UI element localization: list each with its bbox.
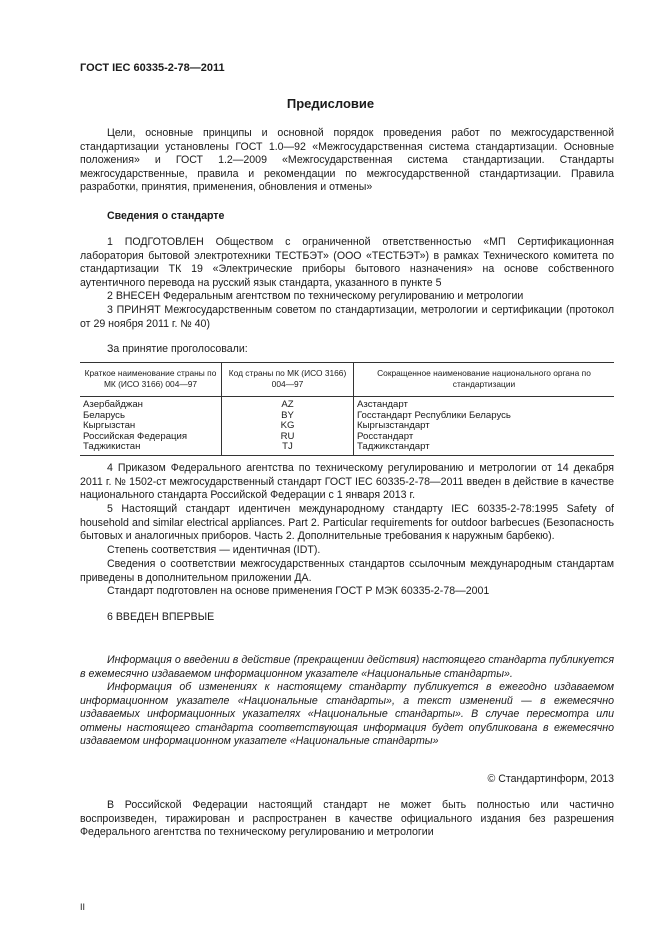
table-header-row [80,363,614,397]
cell-country: Кыргызстан [83,420,136,432]
item-5-identical: 5 Настоящий стандарт идентичен международному стандарту IEC 60335-2-78:1995 Safety of household and similar electrical appliances. Part 2. Particular requirements for outdoor barbecues (Безопасность бытовых и аналогичных приборов. Часть 2. Дополнительные требования к наружным барбекю). [80,503,614,543]
notice-paragraph-2: Информация об изменениях к настоящему стандарту публикуется в ежегодно издаваемом информационном указателе «Национальные стандарты», а текст изменений — в ежемесячно издаваемых информационных указателях «Национальные стандарты». В случае пересмотра или отмены настоящего стандарта соответствующая информация будет опубликована в ежемесячно издаваемом информационном указателе «Национальные стандарты» [80,681,614,748]
notice-paragraph-1: Информация о введении в действие (прекращении действия) настоящего стандарта публикуется в ежемесячно издаваемом информационном указателе «Национальные стандарты». [80,654,614,680]
rights-paragraph: В Российской Федерации настоящий стандарт не может быть полностью или частично воспроизведен, тиражирован и распространен в качестве официального издания без разрешения Федерального агентства по техническому регулированию и метрологии [80,799,614,839]
page-number: II [80,902,86,912]
table-row [80,411,614,422]
cell-code: BY [222,411,354,422]
page-title: Предисловие [286,96,375,111]
table-row [80,432,614,443]
cell-code: AZ [222,397,354,411]
document-code-header: ГОСТ IEC 60335-2-78—2011 [80,62,225,74]
item-6-introduced-first: 6 ВВЕДЕН ВПЕРВЫЕ [107,611,215,623]
copyright-line: © Стандартинформ, 2013 [487,773,614,785]
cell-country: Таджикистан [80,442,222,455]
column-header-code: Код страны по МК (ИСО 3166) 004—97 [222,363,354,397]
cell-agency: Кыргызстандарт [354,421,615,432]
item-5-degree: Степень соответствия — идентичная (IDT). [107,544,321,556]
table-row [80,397,614,411]
cell-code: TJ [222,442,354,455]
vote-label: За принятие проголосовали: [107,343,248,355]
about-standard-heading: Сведения о стандарте [107,210,225,222]
item-4-order: 4 Приказом Федерального агентства по техническому регулированию и метрологии от 14 декабря 2011 г. № 1502-ст межгосударственный стандарт ГОСТ IEC 60335-2-78—2011 введен в действие в качестве национального стандарта Российской Федерации с 1 января 2013 г. [80,462,614,502]
cell-agency: Таджикстандарт [354,442,615,455]
cell-country: Российская Федерация [83,430,188,442]
cell-country: Беларусь [83,409,125,421]
voting-table [80,362,614,456]
cell-agency: Госстандарт Республики Беларусь [354,411,615,422]
cell-agency: Росстандарт [354,432,615,443]
item-2-introduced: 2 ВНЕСЕН Федеральным агентством по техническому регулированию и метрологии [107,290,524,302]
cell-agency: Азстандарт [354,397,615,411]
item-1-prepared: 1 ПОДГОТОВЛЕН Обществом с ограниченной ответственностью «МП Сертификационная лаборатория бытовой электротехники ТЕСТБЭТ» (ООО «ТЕСТБЭТ») в рамках Технического комитета по стандартизации ТК 19 «Электрические приборы бытового назначения» на основе собственного аутентичного перевода на русский язык стандарта, указанного в пункте 5 [80,236,614,289]
item-5-basis: Стандарт подготовлен на основе применения ГОСТ Р МЭК 60335-2-78—2001 [107,585,490,597]
cell-code: KG [222,421,354,432]
column-header-agency: Сокращенное наименование национального органа по стандартизации [354,363,615,397]
cell-code: RU [222,432,354,443]
column-header-country: Краткое наименование страны по МК (ИСО 3166) 004—97 [80,363,222,397]
item-3-adopted: 3 ПРИНЯТ Межгосударственным советом по стандартизации, метрологии и сертификации (протокол от 29 ноября 2011 г. № 40) [80,304,614,330]
table-row [80,442,614,455]
intro-paragraph: Цели, основные принципы и основной порядок проведения работ по межгосударственной стандартизации установлены ГОСТ 1.0—92 «Межгосударственная система стандартизации. Основные положения» и ГОСТ 1.2—2009 «Межгосударственная система стандартизации. Стандарты межгосударственные, правила и рекомендации по межгосударственной стандартизации. Правила разработки, принятия, применения, обновления и отмены» [80,127,614,194]
item-5-references: Сведения о соответствии межгосударственных стандартов ссылочным международным стандартам приведены в дополнительном приложении ДА. [80,558,614,584]
cell-country: Азербайджан [83,399,143,410]
